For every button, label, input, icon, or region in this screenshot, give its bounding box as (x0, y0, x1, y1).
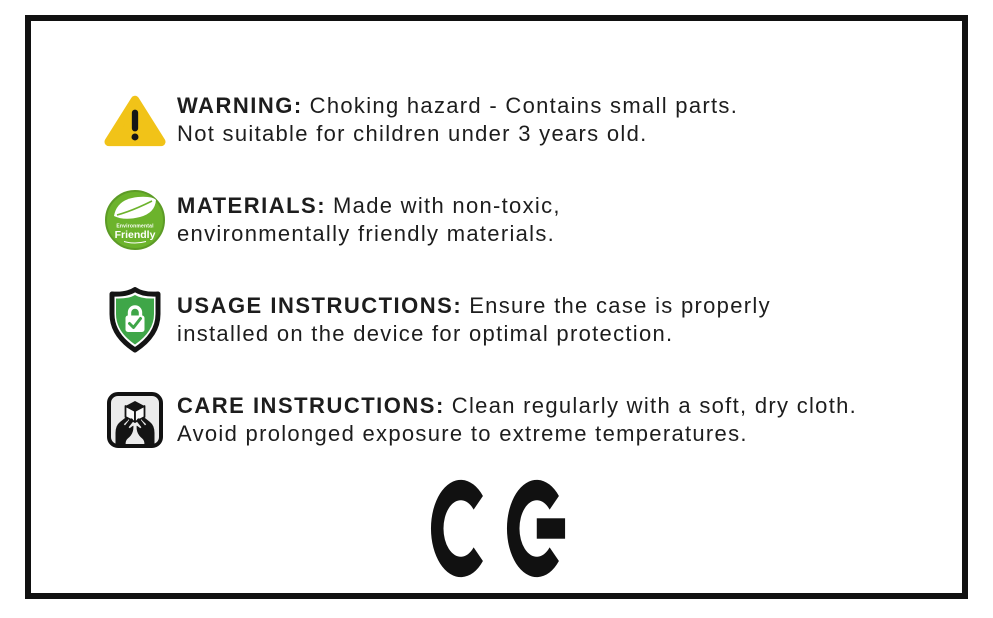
eco-friendly-leaf-icon (103, 189, 167, 251)
materials-line-1 (177, 192, 561, 220)
warning-text (177, 92, 738, 148)
materials-text (177, 192, 561, 248)
usage-line-1 (177, 292, 771, 320)
usage-label: USAGE INSTRUCTIONS: (177, 293, 463, 318)
warning-label: WARNING: (177, 93, 303, 118)
label-content (31, 21, 962, 582)
care-section (103, 391, 962, 449)
care-label: CARE INSTRUCTIONS: (177, 393, 445, 418)
materials-label: MATERIALS: (177, 193, 327, 218)
materials-section (103, 191, 962, 249)
usage-line-2: installed on the device for optimal protection. (177, 321, 674, 346)
care-text (177, 392, 857, 448)
usage-line-1-text: Ensure the case is properly (469, 293, 771, 318)
warning-line-2: Not suitable for children under 3 years old. (177, 121, 648, 146)
care-line-2: Avoid prolonged exposure to extreme temperatures. (177, 421, 748, 446)
usage-text (177, 292, 771, 348)
usage-section (103, 291, 962, 349)
warning-triangle-icon (103, 92, 167, 149)
care-line-1 (177, 392, 857, 420)
label-border-frame (25, 15, 968, 599)
handle-with-care-icon (103, 391, 167, 449)
ce-mark-container (103, 475, 962, 582)
eco-text-small: Environmental (116, 223, 154, 230)
security-shield-lock-icon (103, 286, 167, 354)
warning-line-1-text: Choking hazard - Contains small parts. (309, 93, 739, 118)
ce-mark-icon (428, 475, 577, 582)
materials-line-1-text: Made with non-toxic, (333, 193, 561, 218)
care-line-1-text: Clean regularly with a soft, dry cloth. (451, 393, 858, 418)
materials-line-2: environmentally friendly materials. (177, 221, 556, 246)
warning-section (103, 91, 962, 149)
warning-line-1 (177, 92, 738, 120)
eco-text-large: Friendly (114, 229, 156, 241)
